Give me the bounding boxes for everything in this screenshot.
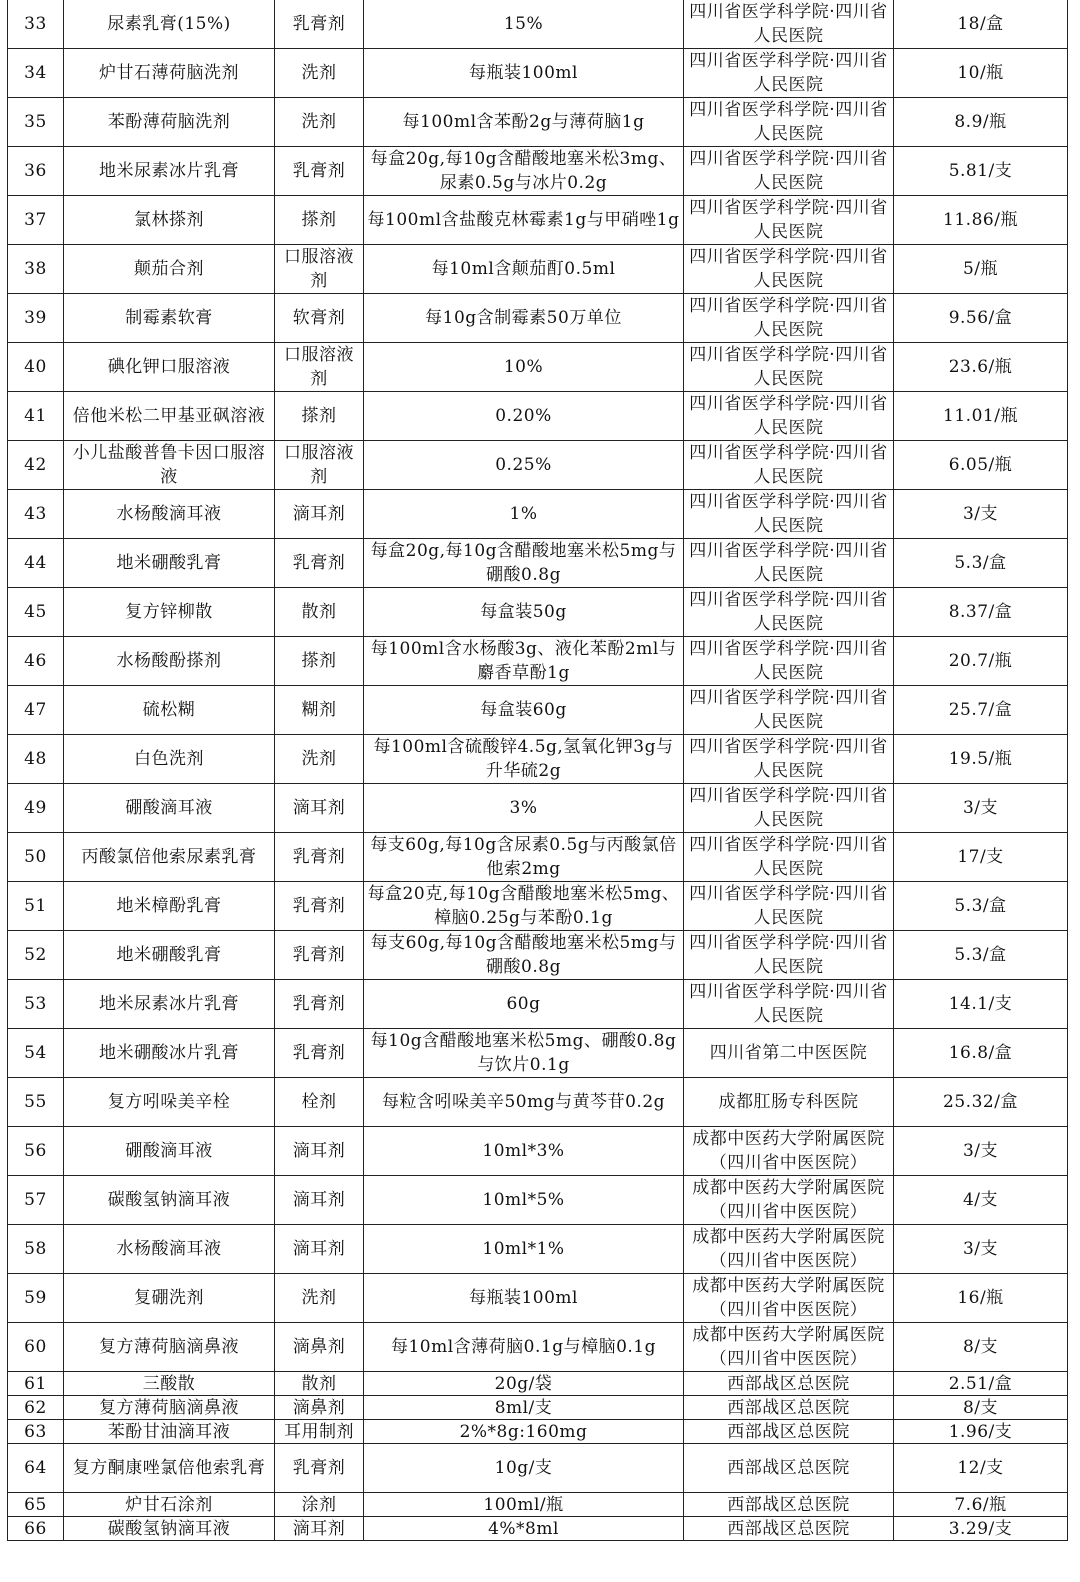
price-cell: 20.7/瓶 (894, 637, 1068, 686)
dosage-form-cell: 乳膏剂 (275, 1444, 364, 1493)
drug-name-cell: 地米尿素冰片乳膏 (64, 980, 275, 1029)
table-row (8, 343, 1068, 392)
price-cell: 2.51/盒 (894, 1372, 1068, 1396)
specification-cell: 15% (364, 0, 684, 49)
specification-cell: 每盒20g,每10g含醋酸地塞米松3mg、尿素0.5g与冰片0.2g (364, 147, 684, 196)
table-row (8, 1420, 1068, 1444)
price-cell: 3/支 (894, 1225, 1068, 1274)
dosage-form-cell: 口服溶液剂 (275, 343, 364, 392)
table-row (8, 833, 1068, 882)
hospital-cell: 西部战区总医院 (684, 1420, 894, 1444)
drug-name-cell: 地米尿素冰片乳膏 (64, 147, 275, 196)
table-row (8, 196, 1068, 245)
drug-name-cell: 苯酚甘油滴耳液 (64, 1420, 275, 1444)
table-row (8, 490, 1068, 539)
specification-cell: 0.25% (364, 441, 684, 490)
table-row (8, 49, 1068, 98)
dosage-form-cell: 滴耳剂 (275, 784, 364, 833)
hospital-cell: 四川省第二中医医院 (684, 1029, 894, 1078)
row-number-cell: 37 (8, 196, 64, 245)
specification-cell: 每支60g,每10g含尿素0.5g与丙酸氯倍他索2mg (364, 833, 684, 882)
price-cell: 3/支 (894, 1127, 1068, 1176)
hospital-cell: 四川省医学科学院·四川省人民医院 (684, 294, 894, 343)
hospital-cell: 四川省医学科学院·四川省人民医院 (684, 392, 894, 441)
drug-name-cell: 复方锌柳散 (64, 588, 275, 637)
row-number-cell: 59 (8, 1274, 64, 1323)
dosage-form-cell: 滴耳剂 (275, 490, 364, 539)
specification-cell: 10ml*3% (364, 1127, 684, 1176)
dosage-form-cell: 乳膏剂 (275, 931, 364, 980)
price-cell: 16.8/盒 (894, 1029, 1068, 1078)
hospital-cell: 四川省医学科学院·四川省人民医院 (684, 490, 894, 539)
dosage-form-cell: 乳膏剂 (275, 882, 364, 931)
table-row (8, 686, 1068, 735)
drug-name-cell: 尿素乳膏(15%) (64, 0, 275, 49)
drug-name-cell: 水杨酸滴耳液 (64, 490, 275, 539)
dosage-form-cell: 乳膏剂 (275, 980, 364, 1029)
dosage-form-cell: 乳膏剂 (275, 539, 364, 588)
price-cell: 5.3/盒 (894, 882, 1068, 931)
table-row (8, 245, 1068, 294)
drug-name-cell: 地米硼酸冰片乳膏 (64, 1029, 275, 1078)
hospital-cell: 四川省医学科学院·四川省人民医院 (684, 245, 894, 294)
dosage-form-cell: 洗剂 (275, 735, 364, 784)
row-number-cell: 61 (8, 1372, 64, 1396)
specification-cell: 60g (364, 980, 684, 1029)
specification-cell: 每100ml含硫酸锌4.5g,氢氧化钾3g与升华硫2g (364, 735, 684, 784)
drug-name-cell: 制霉素软膏 (64, 294, 275, 343)
hospital-cell: 四川省医学科学院·四川省人民医院 (684, 686, 894, 735)
row-number-cell: 44 (8, 539, 64, 588)
drug-name-cell: 地米硼酸乳膏 (64, 931, 275, 980)
drug-name-cell: 碘化钾口服溶液 (64, 343, 275, 392)
price-cell: 25.32/盒 (894, 1078, 1068, 1127)
hospital-cell: 四川省医学科学院·四川省人民医院 (684, 931, 894, 980)
table-row (8, 735, 1068, 784)
row-number-cell: 53 (8, 980, 64, 1029)
hospital-cell: 成都中医药大学附属医院（四川省中医医院） (684, 1225, 894, 1274)
price-cell: 11.86/瓶 (894, 196, 1068, 245)
price-cell: 11.01/瓶 (894, 392, 1068, 441)
row-number-cell: 54 (8, 1029, 64, 1078)
dosage-form-cell: 洗剂 (275, 49, 364, 98)
dosage-form-cell: 栓剂 (275, 1078, 364, 1127)
hospital-cell: 四川省医学科学院·四川省人民医院 (684, 98, 894, 147)
row-number-cell: 58 (8, 1225, 64, 1274)
specification-cell: 每10ml含薄荷脑0.1g与樟脑0.1g (364, 1323, 684, 1372)
specification-cell: 2%*8g:160mg (364, 1420, 684, 1444)
price-cell: 8/支 (894, 1396, 1068, 1420)
hospital-cell: 成都中医药大学附属医院（四川省中医医院） (684, 1176, 894, 1225)
table-row (8, 588, 1068, 637)
row-number-cell: 57 (8, 1176, 64, 1225)
dosage-form-cell: 乳膏剂 (275, 147, 364, 196)
price-cell: 7.6/瓶 (894, 1493, 1068, 1517)
table-row (8, 1029, 1068, 1078)
hospital-cell: 四川省医学科学院·四川省人民医院 (684, 539, 894, 588)
price-cell: 25.7/盒 (894, 686, 1068, 735)
table-row (8, 637, 1068, 686)
price-cell: 3.29/支 (894, 1517, 1068, 1541)
price-cell: 16/瓶 (894, 1274, 1068, 1323)
specification-cell: 3% (364, 784, 684, 833)
row-number-cell: 33 (8, 0, 64, 49)
price-cell: 4/支 (894, 1176, 1068, 1225)
row-number-cell: 48 (8, 735, 64, 784)
price-cell: 5/瓶 (894, 245, 1068, 294)
specification-cell: 10% (364, 343, 684, 392)
specification-cell: 100ml/瓶 (364, 1493, 684, 1517)
row-number-cell: 46 (8, 637, 64, 686)
price-cell: 9.56/盒 (894, 294, 1068, 343)
price-cell: 12/支 (894, 1444, 1068, 1493)
table-row (8, 1127, 1068, 1176)
drug-name-cell: 复方薄荷脑滴鼻液 (64, 1396, 275, 1420)
hospital-cell: 四川省医学科学院·四川省人民医院 (684, 784, 894, 833)
specification-cell: 每瓶装100ml (364, 1274, 684, 1323)
drug-name-cell: 水杨酸滴耳液 (64, 1225, 275, 1274)
table-row (8, 1323, 1068, 1372)
specification-cell: 每支60g,每10g含醋酸地塞米松5mg与硼酸0.8g (364, 931, 684, 980)
hospital-cell: 四川省医学科学院·四川省人民医院 (684, 588, 894, 637)
price-cell: 8/支 (894, 1323, 1068, 1372)
price-cell: 1.96/支 (894, 1420, 1068, 1444)
dosage-form-cell: 滴鼻剂 (275, 1323, 364, 1372)
dosage-form-cell: 软膏剂 (275, 294, 364, 343)
row-number-cell: 50 (8, 833, 64, 882)
table-row (8, 1493, 1068, 1517)
drug-name-cell: 三酸散 (64, 1372, 275, 1396)
hospital-cell: 四川省医学科学院·四川省人民医院 (684, 196, 894, 245)
hospital-cell: 四川省医学科学院·四川省人民医院 (684, 441, 894, 490)
hospital-cell: 成都中医药大学附属医院（四川省中医医院） (684, 1323, 894, 1372)
dosage-form-cell: 散剂 (275, 1372, 364, 1396)
specification-cell: 每盒装60g (364, 686, 684, 735)
dosage-form-cell: 滴耳剂 (275, 1517, 364, 1541)
drug-name-cell: 复硼洗剂 (64, 1274, 275, 1323)
drug-name-cell: 炉甘石薄荷脑洗剂 (64, 49, 275, 98)
specification-cell: 每10g含制霉素50万单位 (364, 294, 684, 343)
row-number-cell: 39 (8, 294, 64, 343)
hospital-cell: 四川省医学科学院·四川省人民医院 (684, 343, 894, 392)
dosage-form-cell: 滴耳剂 (275, 1176, 364, 1225)
hospital-cell: 四川省医学科学院·四川省人民医院 (684, 0, 894, 49)
specification-cell: 每盒20克,每10g含醋酸地塞米松5mg、樟脑0.25g与苯酚0.1g (364, 882, 684, 931)
row-number-cell: 35 (8, 98, 64, 147)
hospital-cell: 四川省医学科学院·四川省人民医院 (684, 637, 894, 686)
hospital-cell: 四川省医学科学院·四川省人民医院 (684, 735, 894, 784)
row-number-cell: 63 (8, 1420, 64, 1444)
specification-cell: 每粒含吲哚美辛50mg与黄芩苷0.2g (364, 1078, 684, 1127)
hospital-cell: 四川省医学科学院·四川省人民医院 (684, 147, 894, 196)
dosage-form-cell: 滴耳剂 (275, 1127, 364, 1176)
drug-name-cell: 复方吲哚美辛栓 (64, 1078, 275, 1127)
row-number-cell: 45 (8, 588, 64, 637)
row-number-cell: 60 (8, 1323, 64, 1372)
hospital-cell: 四川省医学科学院·四川省人民医院 (684, 833, 894, 882)
hospital-cell: 成都中医药大学附属医院（四川省中医医院） (684, 1274, 894, 1323)
specification-cell: 每盒20g,每10g含醋酸地塞米松5mg与硼酸0.8g (364, 539, 684, 588)
drug-name-cell: 炉甘石涂剂 (64, 1493, 275, 1517)
table-body (8, 0, 1068, 1541)
drug-name-cell: 颠茄合剂 (64, 245, 275, 294)
row-number-cell: 41 (8, 392, 64, 441)
price-cell: 18/盒 (894, 0, 1068, 49)
table-row (8, 1176, 1068, 1225)
drug-name-cell: 地米樟酚乳膏 (64, 882, 275, 931)
dosage-form-cell: 搽剂 (275, 637, 364, 686)
table-row (8, 1517, 1068, 1541)
drug-name-cell: 水杨酸酚搽剂 (64, 637, 275, 686)
dosage-form-cell: 口服溶液剂 (275, 441, 364, 490)
drug-name-cell: 小儿盐酸普鲁卡因口服溶液 (64, 441, 275, 490)
specification-cell: 1% (364, 490, 684, 539)
specification-cell: 20g/袋 (364, 1372, 684, 1396)
table-row (8, 882, 1068, 931)
hospital-cell: 成都肛肠专科医院 (684, 1078, 894, 1127)
drug-name-cell: 硼酸滴耳液 (64, 1127, 275, 1176)
dosage-form-cell: 乳膏剂 (275, 1029, 364, 1078)
dosage-form-cell: 滴鼻剂 (275, 1396, 364, 1420)
drug-name-cell: 硫松糊 (64, 686, 275, 735)
row-number-cell: 51 (8, 882, 64, 931)
hospital-cell: 西部战区总医院 (684, 1396, 894, 1420)
drug-name-cell: 氯林搽剂 (64, 196, 275, 245)
drug-name-cell: 地米硼酸乳膏 (64, 539, 275, 588)
specification-cell: 每10g含醋酸地塞米松5mg、硼酸0.8g与饮片0.1g (364, 1029, 684, 1078)
dosage-form-cell: 洗剂 (275, 98, 364, 147)
drug-name-cell: 倍他米松二甲基亚砜溶液 (64, 392, 275, 441)
price-cell: 6.05/瓶 (894, 441, 1068, 490)
price-cell: 14.1/支 (894, 980, 1068, 1029)
row-number-cell: 55 (8, 1078, 64, 1127)
table-row (8, 931, 1068, 980)
table-row (8, 980, 1068, 1029)
specification-cell: 每100ml含苯酚2g与薄荷脑1g (364, 98, 684, 147)
row-number-cell: 52 (8, 931, 64, 980)
price-cell: 8.37/盒 (894, 588, 1068, 637)
row-number-cell: 49 (8, 784, 64, 833)
drug-name-cell: 碳酸氢钠滴耳液 (64, 1176, 275, 1225)
drug-name-cell: 复方薄荷脑滴鼻液 (64, 1323, 275, 1372)
specification-cell: 10ml*1% (364, 1225, 684, 1274)
drug-name-cell: 丙酸氯倍他索尿素乳膏 (64, 833, 275, 882)
table-row (8, 98, 1068, 147)
hospital-cell: 四川省医学科学院·四川省人民医院 (684, 980, 894, 1029)
price-cell: 10/瓶 (894, 49, 1068, 98)
row-number-cell: 66 (8, 1517, 64, 1541)
specification-cell: 每100ml含水杨酸3g、液化苯酚2ml与麝香草酚1g (364, 637, 684, 686)
row-number-cell: 56 (8, 1127, 64, 1176)
dosage-form-cell: 乳膏剂 (275, 833, 364, 882)
specification-cell: 每盒装50g (364, 588, 684, 637)
row-number-cell: 42 (8, 441, 64, 490)
specification-cell: 每瓶装100ml (364, 49, 684, 98)
row-number-cell: 65 (8, 1493, 64, 1517)
row-number-cell: 62 (8, 1396, 64, 1420)
price-cell: 5.3/盒 (894, 931, 1068, 980)
row-number-cell: 64 (8, 1444, 64, 1493)
table-row (8, 392, 1068, 441)
row-number-cell: 43 (8, 490, 64, 539)
specification-cell: 10g/支 (364, 1444, 684, 1493)
dosage-form-cell: 滴耳剂 (275, 1225, 364, 1274)
dosage-form-cell: 口服溶液剂 (275, 245, 364, 294)
dosage-form-cell: 乳膏剂 (275, 0, 364, 49)
row-number-cell: 40 (8, 343, 64, 392)
table-row (8, 441, 1068, 490)
hospital-cell: 四川省医学科学院·四川省人民医院 (684, 49, 894, 98)
price-cell: 5.3/盒 (894, 539, 1068, 588)
row-number-cell: 47 (8, 686, 64, 735)
drug-price-table (7, 0, 1068, 1541)
table-row (8, 147, 1068, 196)
specification-cell: 10ml*5% (364, 1176, 684, 1225)
table-row (8, 1444, 1068, 1493)
document-page (7, 0, 1068, 1541)
price-cell: 3/支 (894, 784, 1068, 833)
dosage-form-cell: 搽剂 (275, 196, 364, 245)
row-number-cell: 34 (8, 49, 64, 98)
table-row (8, 1078, 1068, 1127)
table-row (8, 294, 1068, 343)
price-cell: 17/支 (894, 833, 1068, 882)
drug-name-cell: 苯酚薄荷脑洗剂 (64, 98, 275, 147)
table-row (8, 1274, 1068, 1323)
hospital-cell: 西部战区总医院 (684, 1493, 894, 1517)
price-cell: 5.81/支 (894, 147, 1068, 196)
table-row (8, 1396, 1068, 1420)
hospital-cell: 西部战区总医院 (684, 1517, 894, 1541)
hospital-cell: 西部战区总医院 (684, 1444, 894, 1493)
price-cell: 8.9/瓶 (894, 98, 1068, 147)
drug-name-cell: 复方酮康唑氯倍他索乳膏 (64, 1444, 275, 1493)
dosage-form-cell: 搽剂 (275, 392, 364, 441)
table-row (8, 1372, 1068, 1396)
hospital-cell: 四川省医学科学院·四川省人民医院 (684, 882, 894, 931)
hospital-cell: 西部战区总医院 (684, 1372, 894, 1396)
price-cell: 19.5/瓶 (894, 735, 1068, 784)
dosage-form-cell: 涂剂 (275, 1493, 364, 1517)
dosage-form-cell: 糊剂 (275, 686, 364, 735)
dosage-form-cell: 散剂 (275, 588, 364, 637)
drug-name-cell: 白色洗剂 (64, 735, 275, 784)
row-number-cell: 38 (8, 245, 64, 294)
price-cell: 23.6/瓶 (894, 343, 1068, 392)
specification-cell: 4%*8ml (364, 1517, 684, 1541)
price-cell: 3/支 (894, 490, 1068, 539)
specification-cell: 8ml/支 (364, 1396, 684, 1420)
table-row (8, 1225, 1068, 1274)
drug-name-cell: 碳酸氢钠滴耳液 (64, 1517, 275, 1541)
table-row (8, 0, 1068, 49)
specification-cell: 每10ml含颠茄酊0.5ml (364, 245, 684, 294)
hospital-cell: 成都中医药大学附属医院（四川省中医医院） (684, 1127, 894, 1176)
specification-cell: 每100ml含盐酸克林霉素1g与甲硝唑1g (364, 196, 684, 245)
table-row (8, 539, 1068, 588)
drug-name-cell: 硼酸滴耳液 (64, 784, 275, 833)
table-row (8, 784, 1068, 833)
row-number-cell: 36 (8, 147, 64, 196)
dosage-form-cell: 耳用制剂 (275, 1420, 364, 1444)
specification-cell: 0.20% (364, 392, 684, 441)
dosage-form-cell: 洗剂 (275, 1274, 364, 1323)
